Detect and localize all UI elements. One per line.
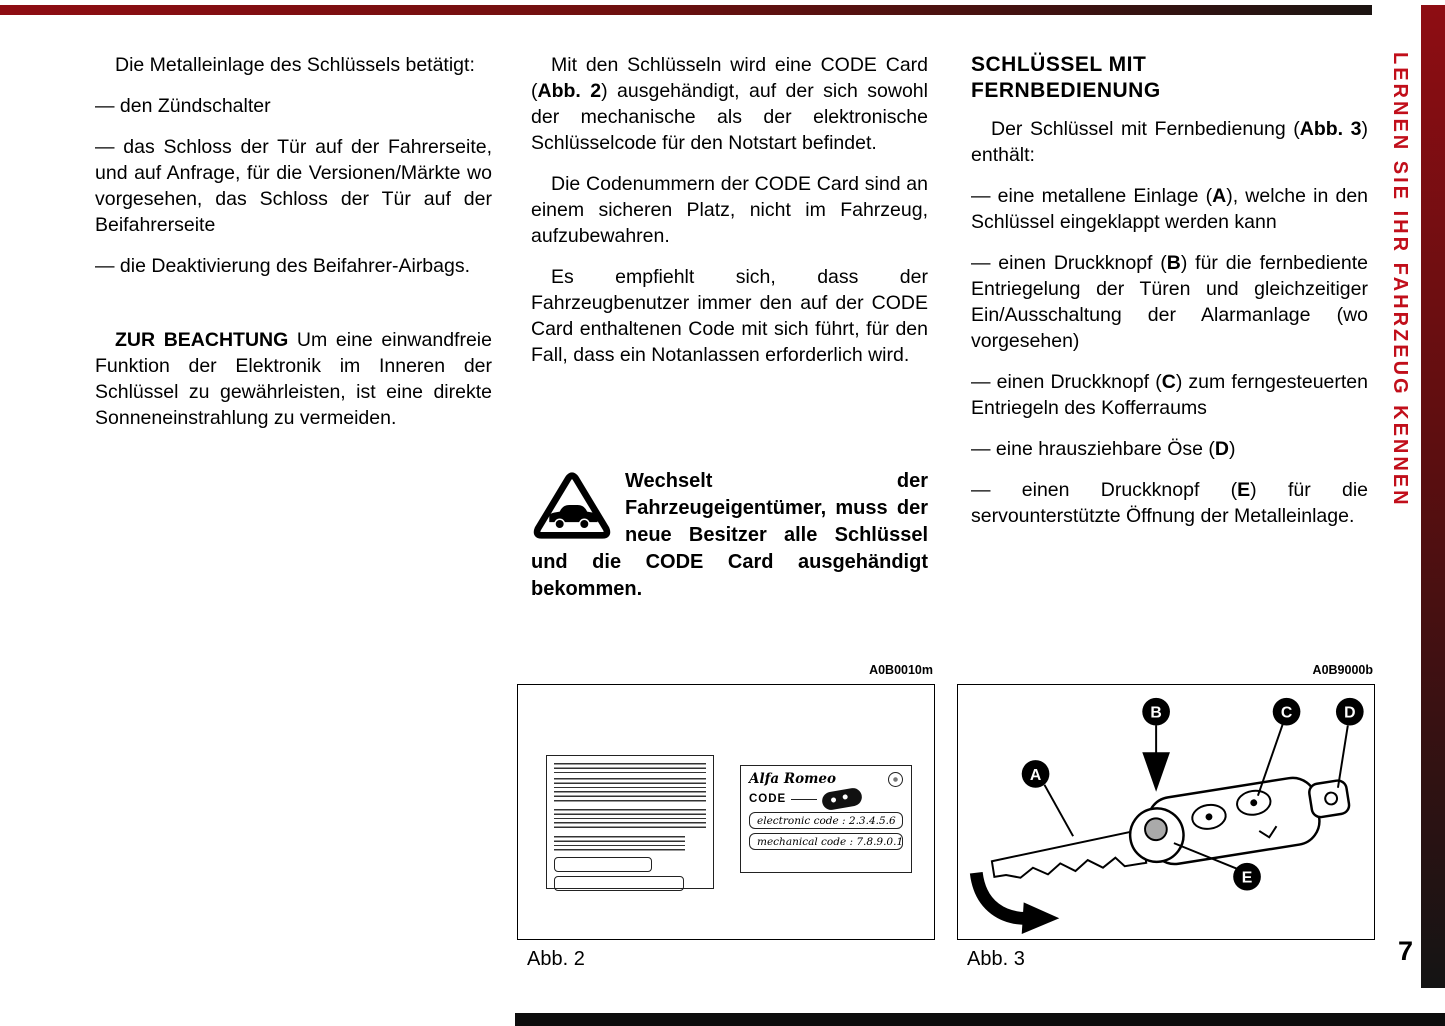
- figure3-caption: Abb. 3: [967, 948, 1025, 970]
- alfa-romeo-badge-icon: [888, 772, 903, 787]
- ring-hole: [1324, 792, 1338, 806]
- list-item: [971, 477, 1368, 529]
- list-item: [971, 369, 1368, 421]
- text: ), welche in den Schlüssel eingeklappt werden kann: [971, 185, 1369, 233]
- callout-ref: A: [1212, 185, 1227, 207]
- bottom-black-bar: [515, 1013, 1445, 1026]
- list-item: [971, 183, 1368, 235]
- fine-print-lines: [554, 809, 706, 831]
- text: Die Codenummern der CODE Card sind an einem sicheren Platz, nicht im Fahrzeug, aufzubewahren.: [531, 173, 928, 247]
- column-left: [95, 52, 492, 446]
- callout-a-label: A: [1029, 766, 1042, 784]
- text: Es empfiehlt sich, dass der Fahrzeugbenutzer immer den auf der CODE Card enthaltenen Code mit sich führt, für den Fall, dass ein Notanlassen erforderlich wird.: [531, 266, 928, 366]
- text: — einen Druckknopf (: [971, 371, 1162, 393]
- heading-line: SCHLÜSSEL MIT: [971, 53, 1147, 76]
- note-text: Um eine einwandfreie Funktion der Elektronik im Inneren der Schlüssel zu gewährleisten, ist eine direkte Sonneneinstrahlung zu vermeiden.: [95, 329, 492, 429]
- key-leader-line: [791, 799, 817, 800]
- list-item: [971, 250, 1368, 354]
- text: Mit den Schlüsseln wird eine CODE Card (: [531, 54, 928, 102]
- text: ) enthält:: [971, 118, 1368, 166]
- paragraph: [531, 52, 928, 156]
- remote-key-drawing: [958, 685, 1374, 936]
- text: ) für die fernbediente Entriegelung der Türen und gleichzeitiger Ein/Ausschaltung der Alarmanlage (wo vorgesehen): [971, 252, 1368, 352]
- figure2-codecard: [517, 684, 935, 940]
- text: Die Metalleinlage des Schlüssels betätigt:: [115, 54, 475, 76]
- electronic-code-value: electronic code : 2.3.4.5.6: [749, 812, 903, 829]
- callout-ref: D: [1214, 438, 1229, 460]
- fine-print-lines: [554, 763, 706, 773]
- right-gradient-bar: [1421, 5, 1445, 988]
- callout-c-label: C: [1280, 704, 1293, 722]
- code-slot-box: [554, 876, 684, 891]
- callout-d-label: D: [1344, 704, 1356, 722]
- text: ) ausgehändigt, auf der sich sowohl der mechanische als der elektronische Schlüsselcode für den Notstart befindet.: [531, 80, 928, 154]
- key-pictogram: [821, 787, 864, 812]
- note-label: ZUR BEACHTUNG: [115, 329, 289, 351]
- figure3-code: A0B9000b: [1312, 663, 1373, 677]
- warning-triangle-icon: [531, 470, 613, 542]
- figure-ref: Abb. 2: [537, 80, 602, 102]
- fine-print-lines: [554, 778, 706, 804]
- press-arrow: [1142, 752, 1170, 792]
- paragraph: [971, 116, 1368, 168]
- text: — den Zündschalter: [95, 95, 271, 117]
- paragraph: [95, 52, 492, 78]
- key-blade: [991, 830, 1147, 887]
- fine-print-lines: [554, 836, 685, 852]
- text: — eine metallene Einlage (: [971, 185, 1213, 207]
- text: — eine hrausziehbare Öse (: [971, 438, 1215, 460]
- top-gradient-bar: [0, 5, 1372, 15]
- callout-ref: C: [1161, 371, 1176, 393]
- figure2-code: A0B0010m: [869, 663, 933, 677]
- mechanical-code-value: mechanical code : 7.8.9.0.1: [749, 833, 903, 850]
- callout-b-label: B: [1150, 704, 1162, 722]
- text: — die Deaktivierung des Beifahrer-Airbags.: [95, 255, 471, 277]
- figure2-caption: Abb. 2: [527, 948, 585, 970]
- paragraph: [531, 264, 928, 368]
- column-middle: [531, 52, 928, 603]
- warning-note: [531, 468, 928, 603]
- text: ) zum ferngesteuerten Entriegeln des Kofferraums: [971, 371, 1368, 419]
- text: — einen Druckknopf (: [971, 252, 1167, 274]
- figure-ref: Abb. 3: [1299, 118, 1362, 140]
- text: — einen Druckknopf (: [971, 479, 1238, 501]
- brand-logo-text: Alfa Romeo: [749, 771, 836, 787]
- paragraph: [531, 171, 928, 249]
- list-item: [95, 93, 492, 119]
- callout-e-label: E: [1241, 869, 1253, 887]
- code-card-instructions: [546, 755, 714, 889]
- section-heading: [971, 52, 1368, 104]
- list-item: [95, 134, 492, 238]
- callout-ref: B: [1166, 252, 1181, 274]
- text: ): [1228, 438, 1236, 460]
- column-right: [971, 52, 1368, 544]
- heading-line: FERNBEDIENUNG: [971, 79, 1161, 102]
- page-number: 7: [1398, 936, 1414, 966]
- list-item: [95, 253, 492, 279]
- callout-ref: E: [1237, 479, 1251, 501]
- warning-text: Wechselt der Fahrzeugeigentümer, muss der neue Besitzer alle Schlüssel und die CODE Card ausgehändigt bekommen.: [531, 470, 928, 600]
- figure3-remote-key: [957, 684, 1375, 940]
- list-item: [971, 436, 1368, 462]
- text: ) für die servounterstützte Öffnung der Metalleinlage.: [971, 479, 1368, 527]
- text: — das Schloss der Tür auf der Fahrerseite, und auf Anfrage, für die Versionen/Märkte wo vorgesehen, das Schloss der Tür auf der Beifahrerseite: [95, 136, 492, 236]
- attention-note: [95, 327, 492, 431]
- code-slot-box: [554, 857, 652, 872]
- text: Der Schlüssel mit Fernbedienung (: [991, 118, 1300, 140]
- chapter-vertical-title: LERNEN SIE IHR FAHRZEUG KENNEN: [1389, 52, 1411, 508]
- rotation-arrow-head: [1022, 902, 1060, 934]
- code-label: CODE: [749, 793, 787, 805]
- code-card-front: [740, 765, 912, 873]
